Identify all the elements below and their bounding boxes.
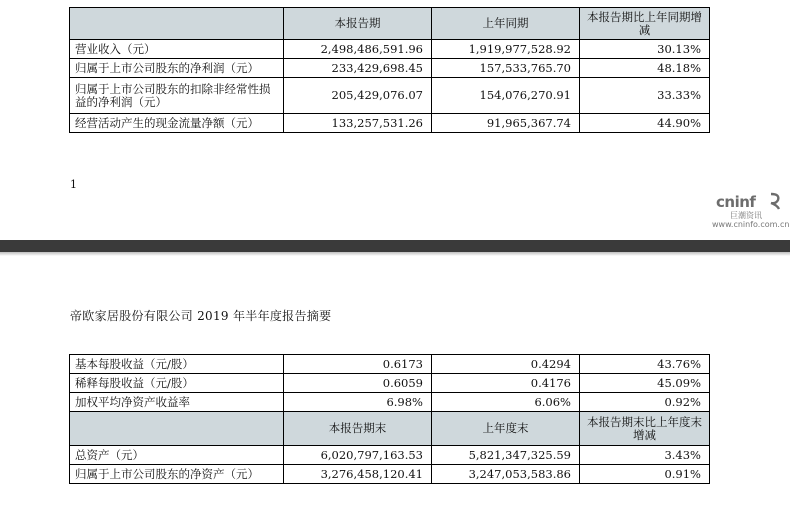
table-row [70,374,710,393]
cell-current: 233,429,698.45 [284,59,432,78]
cell-current: 3,276,458,120.41 [284,465,432,484]
table-row [70,393,710,412]
header-change: 本报告期末比上年度末增减 [580,412,710,446]
cell-current: 6.98% [284,393,432,412]
cell-change: 44.90% [580,114,710,133]
row-label: 归属于上市公司股东的净利润（元） [70,59,284,78]
cell-change: 43.76% [580,355,710,374]
header-previous-period: 上年同期 [432,8,580,40]
cell-current: 0.6059 [284,374,432,393]
cell-current: 205,429,076.07 [284,78,432,114]
header-cell-blank [70,412,284,446]
table-header-row [70,412,710,446]
row-label: 加权平均净资产收益率 [70,393,284,412]
logo-cn-name: 巨潮资讯 [730,211,762,220]
cninfo-logo [712,193,790,233]
header-cell-blank [70,8,284,40]
page-separator [0,240,790,252]
cell-previous: 0.4176 [432,374,580,393]
cell-current: 0.6173 [284,355,432,374]
header-previous-year-end: 上年度末 [432,412,580,446]
header-current-period: 本报告期 [284,8,432,40]
table-row [70,78,710,114]
cell-previous: 5,821,347,325.59 [432,446,580,465]
cell-previous: 154,076,270.91 [432,78,580,114]
row-label: 基本每股收益（元/股） [70,355,284,374]
header-period-end: 本报告期末 [284,412,432,446]
table-row [70,465,710,484]
income-table [69,7,710,133]
cell-current: 133,257,531.26 [284,114,432,133]
row-label: 归属于上市公司股东的扣除非经常性损益的净利润（元） [70,78,284,114]
cell-previous: 0.4294 [432,355,580,374]
document-title: 帝欧家居股份有限公司 2019 年半年度报告摘要 [70,309,332,323]
per-share-assets-table [69,354,710,484]
cell-previous: 1,919,977,528.92 [432,40,580,59]
cell-current: 2,498,486,591.96 [284,40,432,59]
table-row [70,446,710,465]
cell-previous: 157,533,765.70 [432,59,580,78]
cell-change: 3.43% [580,446,710,465]
cell-previous: 6.06% [432,393,580,412]
table-row [70,59,710,78]
row-label: 经营活动产生的现金流量净额（元） [70,114,284,133]
logo-wordmark: cninf [716,193,756,211]
table-row [70,40,710,59]
logo-swirl-icon [768,191,782,211]
row-label: 归属于上市公司股东的净资产（元） [70,465,284,484]
row-label: 营业收入（元） [70,40,284,59]
cell-change: 30.13% [580,40,710,59]
table-row [70,355,710,374]
table-header-row [70,8,710,40]
cell-change: 0.92% [580,393,710,412]
cell-change: 0.91% [580,465,710,484]
cell-change: 45.09% [580,374,710,393]
header-change: 本报告期比上年同期增减 [580,8,710,40]
cell-previous: 91,965,367.74 [432,114,580,133]
cell-change: 48.18% [580,59,710,78]
cell-previous: 3,247,053,583.86 [432,465,580,484]
cell-current: 6,020,797,163.53 [284,446,432,465]
table-row [70,114,710,133]
row-label: 总资产（元） [70,446,284,465]
row-label: 稀释每股收益（元/股） [70,374,284,393]
cell-change: 33.33% [580,78,710,114]
page-number: 1 [70,178,77,191]
logo-url: www.cninfo.com.cn [712,220,790,229]
